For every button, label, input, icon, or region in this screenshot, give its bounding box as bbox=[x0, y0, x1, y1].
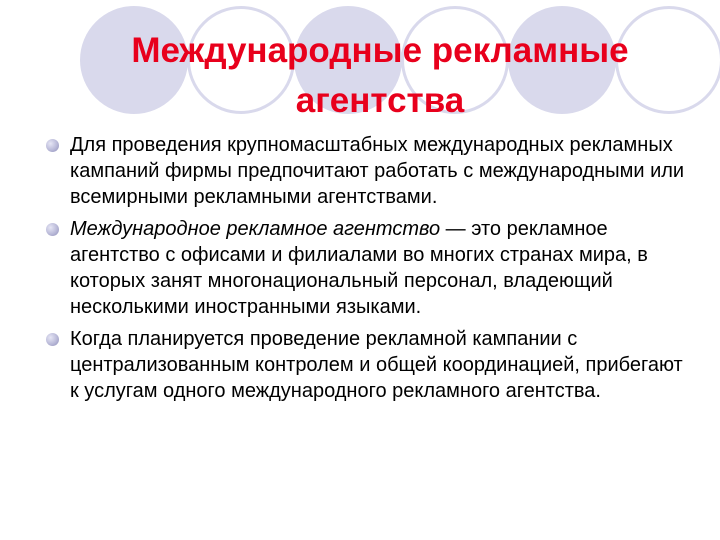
bullet-list bbox=[46, 132, 686, 410]
list-item bbox=[46, 326, 686, 404]
list-item bbox=[46, 132, 686, 210]
bullet-icon bbox=[46, 139, 59, 152]
item-text: — это рекламное агентство с офисами и филиалами во многих странах мира, в которых занят многонациональный персонал, владеющий несколькими иностранными языками. bbox=[70, 218, 648, 318]
item-text: Когда планируется проведение рекламной кампании с централизованным контролем и общей координацией, прибегают к услугам одного международного рекламного агентства. bbox=[70, 328, 683, 402]
bullet-icon bbox=[46, 223, 59, 236]
slide-title bbox=[60, 26, 700, 126]
title-line-1: Международные рекламные bbox=[131, 31, 629, 70]
item-text: Для проведения крупномасштабных международных рекламных кампаний фирмы предпочитают работать с международными или всемирными рекламными агентствами. bbox=[70, 134, 685, 208]
bullet-icon bbox=[46, 333, 59, 346]
list-item bbox=[46, 216, 686, 320]
item-term: Международное рекламное агентство bbox=[70, 218, 441, 240]
title-line-2: агентства bbox=[295, 81, 465, 120]
